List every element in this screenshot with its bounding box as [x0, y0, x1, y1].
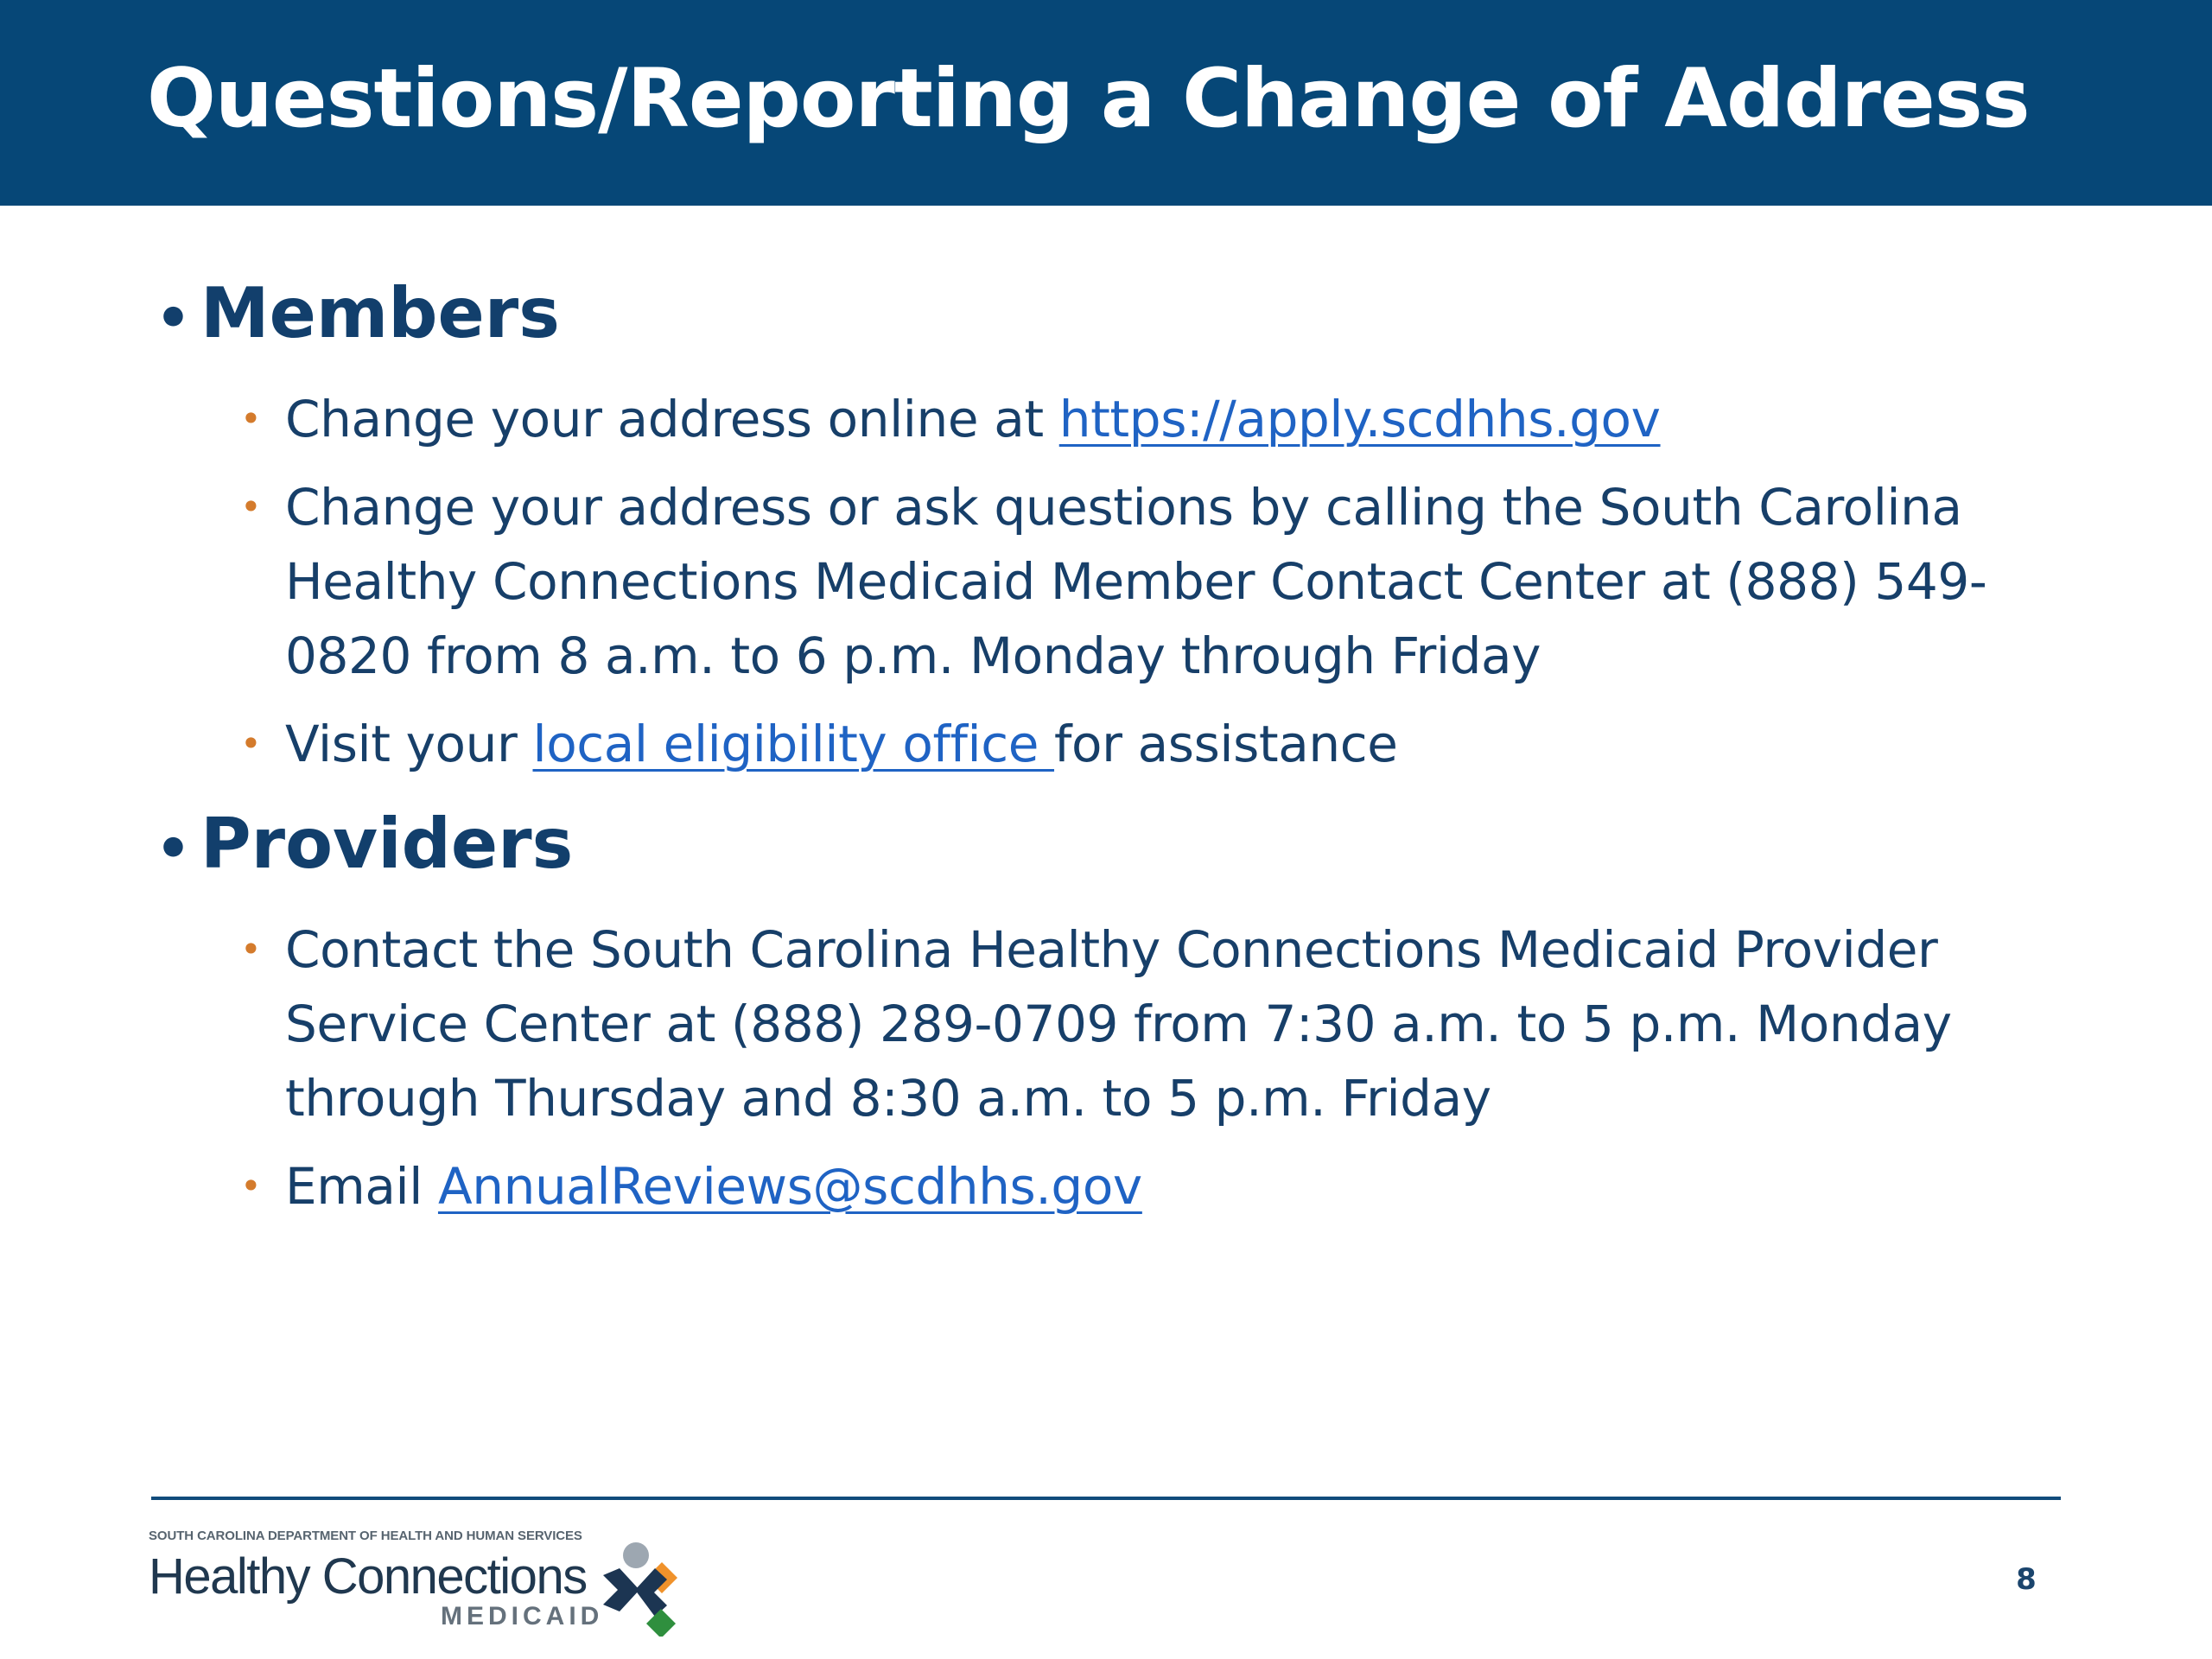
- providers-list-item-contact: [240, 912, 2152, 1135]
- members-list-item-online: [240, 382, 2152, 456]
- footer-divider: [151, 1497, 2061, 1500]
- logo-caption: SOUTH CAROLINA DEPARTMENT OF HEALTH AND HUMAN SERVICES: [149, 1529, 582, 1543]
- members-bullet: •: [156, 287, 191, 351]
- section-gap: [156, 781, 2039, 788]
- providers-contact-line-3: through Thursday and 8:30 a.m. to 5 p.m. Friday: [285, 1069, 1491, 1128]
- providers-email-prefix: Email: [285, 1157, 438, 1216]
- members-phone-line-1: Change your address or ask questions by calling the South Carolina: [285, 478, 1962, 537]
- members-online-bullet: •: [240, 397, 262, 440]
- members-list-item-phone: [240, 470, 2152, 693]
- logo-navy-chevron-icon: [603, 1568, 639, 1611]
- members-heading-row: [156, 257, 2039, 370]
- local-eligibility-office-link[interactable]: local eligibility office: [532, 715, 1055, 773]
- providers-section: [156, 788, 2039, 1224]
- logo-green-diamond-icon: [646, 1609, 676, 1637]
- slide-content: [156, 257, 2039, 1224]
- page-number: 8: [2016, 1562, 2037, 1597]
- logo-subtitle: MEDICAID: [441, 1602, 604, 1630]
- members-office-suffix: for assistance: [1054, 715, 1398, 773]
- providers-contact-bullet: •: [240, 928, 262, 970]
- healthy-connections-x-mark-icon: [600, 1541, 683, 1637]
- providers-contact-line-1: Contact the South Carolina Healthy Connections Medicaid Provider: [285, 920, 1938, 979]
- members-list-item-office: [240, 707, 2152, 781]
- annual-reviews-email-link[interactable]: AnnualReviews@scdhhs.gov: [437, 1157, 1142, 1216]
- members-heading: Members: [200, 273, 560, 353]
- members-list: [156, 382, 2039, 781]
- members-phone-line-3: 0820 from 8 a.m. to 6 p.m. Monday through Friday: [285, 626, 1541, 685]
- providers-list: [156, 912, 2039, 1224]
- providers-list-item-email: [240, 1149, 2152, 1224]
- members-office-prefix: Visit your: [285, 715, 533, 773]
- logo-name: Healthy Connections: [149, 1548, 587, 1605]
- title-bar: [0, 0, 2212, 206]
- logo-gray-circle-icon: [623, 1542, 649, 1568]
- members-office-bullet: •: [240, 722, 262, 765]
- healthy-connections-logo: [149, 1528, 684, 1638]
- providers-contact-line-2: Service Center at (888) 289-0709 from 7:30 a.m. to 5 p.m. Monday: [285, 995, 1952, 1053]
- providers-heading-row: [156, 788, 2039, 900]
- slide-title: Questions/Reporting a Change of Address: [147, 52, 2030, 146]
- providers-bullet: •: [156, 817, 191, 881]
- members-online-prefix: Change your address online at: [285, 390, 1059, 448]
- apply-scdhhs-link[interactable]: https://apply.scdhhs.gov: [1058, 390, 1661, 448]
- providers-heading: Providers: [200, 804, 574, 884]
- members-phone-line-2: Healthy Connections Medicaid Member Contact Center at (888) 549-: [285, 552, 1987, 611]
- providers-email-bullet: •: [240, 1165, 262, 1207]
- members-phone-bullet: •: [240, 486, 262, 528]
- members-section: [156, 257, 2039, 781]
